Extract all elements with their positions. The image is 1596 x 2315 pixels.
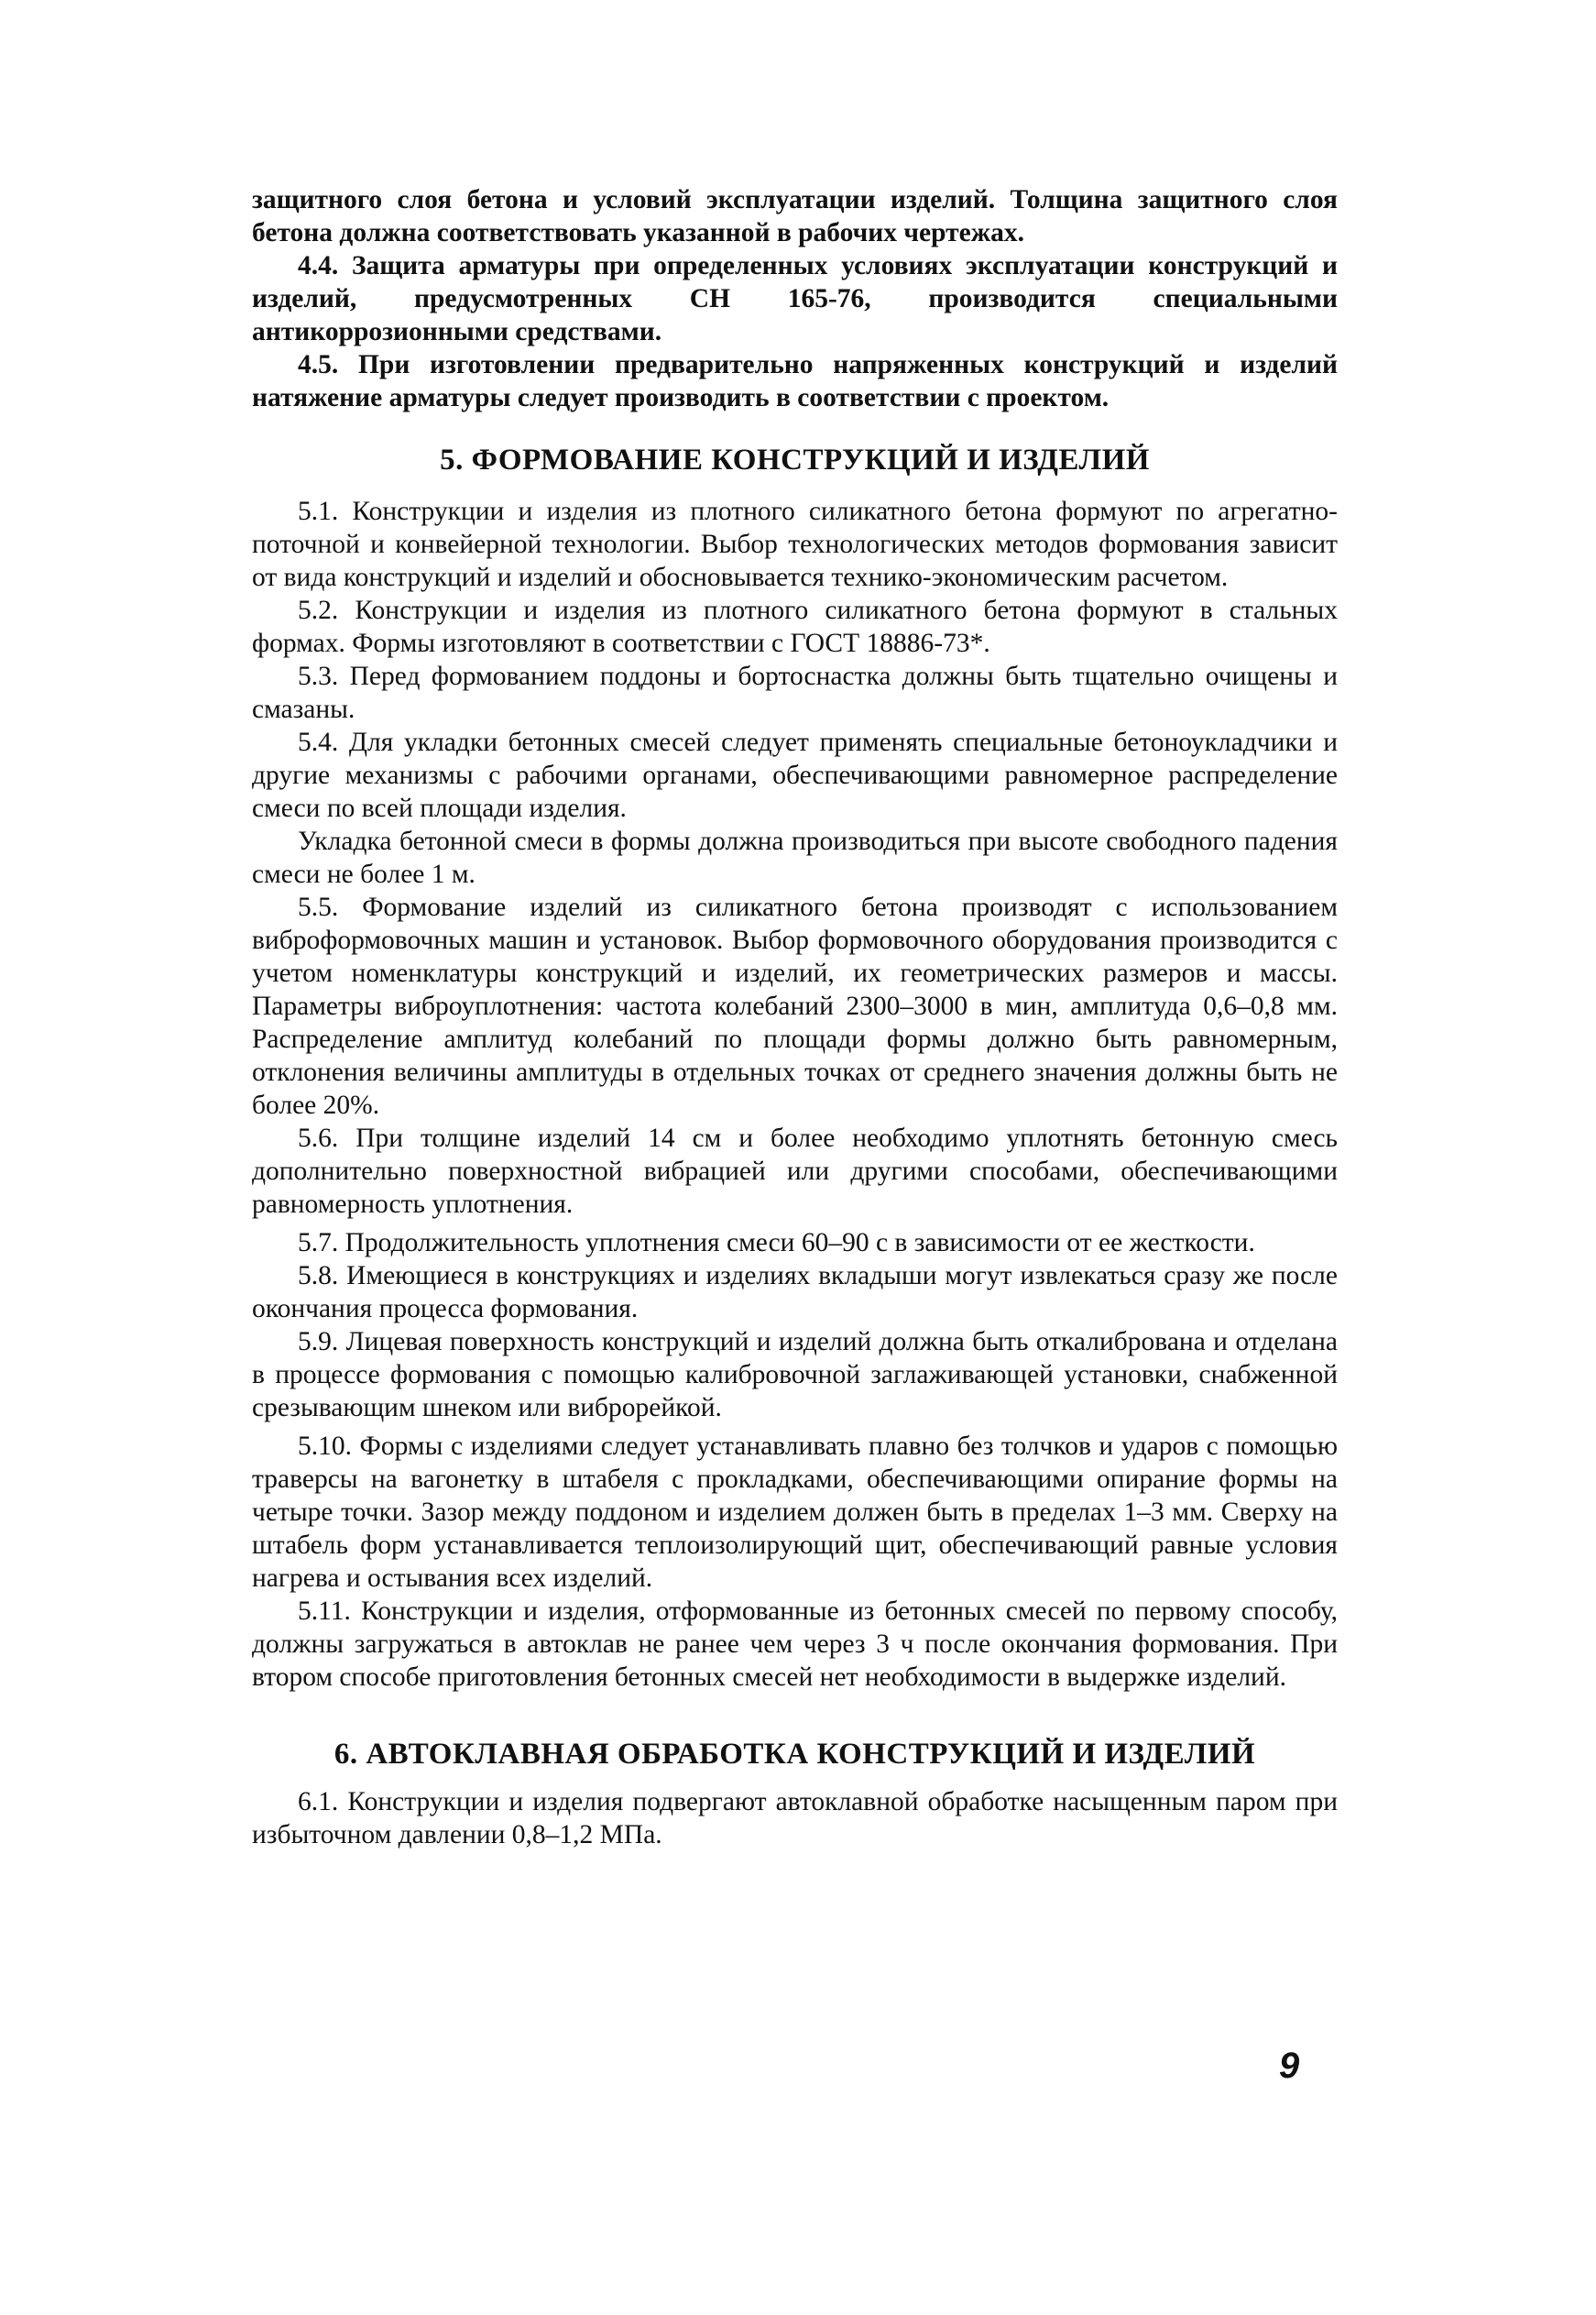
paragraph-5-5: 5.5. Формование изделий из силикатного бетона производят с использованием виброформовочных машин и установок. Выбор формовочного оборудования производится с учетом номенклатуры конструкций и изделий, их геометрических размеров и массы. Параметры виброуплотнения: частота колебаний 2300–3000 в мин, амплитуда 0,6–0,8 мм. Распределение амплитуд колебаний по площади формы должно быть равномерным, отклонения величины амплитуды в отдельных точках от среднего значения должны быть не более 20%. [252,893,1338,1120]
paragraph-5-3: 5.3. Перед формованием поддоны и бортоснастка должны быть тщательно очищены и смазаны. [252,662,1338,724]
paragraph-5-11: 5.11. Конструкции и изделия, отформованные из бетонных смесей по первому способу, должны загружаться в автоклав не ранее чем через 3 ч после окончания формования. При втором способе приготовления бетонных смесей нет необходимости в выдержке изделий. [252,1596,1338,1692]
page-number: 9 [1279,2046,1300,2086]
paragraph-5-7: 5.7. Продолжительность уплотнения смеси 60–90 с в зависимости от ее жесткости. [298,1228,1255,1257]
paragraph-5-4-b: Укладка бетонной смеси в формы должна производиться при высоте свободного падения смеси не более 1 м. [252,827,1338,889]
paragraph-6-1: 6.1. Конструкции и изделия подвергают автоклавной обработке насыщенным паром при избыточном давлении 0,8–1,2 МПа. [252,1787,1338,1849]
paragraph-intro: защитного слоя бетона и условий эксплуатации изделий. Толщина защитного слоя бетона должна соответствовать указанной в рабочих чертежах. [252,185,1338,247]
paragraph-5-9: 5.9. Лицевая поверхность конструкций и изделий должна быть откалибрована и отделана в процессе формования с помощью калибровочной заглаживающей установки, снабженной срезывающим шнеком или виброрейкой. [252,1327,1338,1422]
paragraph-5-6: 5.6. При толщине изделий 14 см и более необходимо уплотнять бетонную смесь дополнительно поверхностной вибрацией или другими способами, обеспечивающими равномерность уплотнения. [252,1124,1338,1219]
section-heading-6: 6. АВТОКЛАВНАЯ ОБРАБОТКА КОНСТРУКЦИЙ И ИЗДЕЛИЙ [333,1738,1256,1771]
paragraph-5-2: 5.2. Конструкции и изделия из плотного силикатного бетона формуют в стальных формах. Формы изготовляют в соответствии с ГОСТ 18886-73*. [252,596,1338,658]
paragraph-5-8: 5.8. Имеющиеся в конструкциях и изделиях вкладыши могут извлекаться сразу же после окончания процесса формования. [252,1261,1338,1323]
paragraph-4-4: 4.4. Защита арматуры при определенных условиях эксплуатации конструкций и изделий, предусмотренных СН 165-76, производится специальными антикоррозионными средствами. [252,251,1338,346]
document-page [252,183,1338,2291]
paragraph-5-10: 5.10. Формы с изделиями следует устанавливать плавно без толчков и ударов с помощью траверсы на вагонетку в штабеля с прокладками, обеспечивающими опирание формы на четыре точки. Зазор между поддоном и изделием должен быть в пределах 1–3 мм. Сверху на штабель форм устанавливается теплоизолирующий щит, обеспечивающий равные условия нагрева и остывания всех изделий. [252,1432,1338,1593]
section-heading-5: 5. ФОРМОВАНИЕ КОНСТРУКЦИЙ И ИЗДЕЛИЙ [440,444,1150,477]
paragraph-4-5: 4.5. При изготовлении предварительно напряженных конструкций и изделий натяжение арматуры следует производить в соответствии с проектом. [252,350,1338,412]
paragraph-5-4: 5.4. Для укладки бетонных смесей следует применять специальные бетоноукладчики и другие механизмы с рабочими органами, обеспечивающими равномерное распределение смеси по всей площади изделия. [252,728,1338,823]
paragraph-5-1: 5.1. Конструкции и изделия из плотного силикатного бетона формуют по агрегатно-поточной и конвейерной технологии. Выбор технологических методов формования зависит от вида конструкций и изделий и обосновывается технико-экономическим расчетом. [252,497,1338,592]
